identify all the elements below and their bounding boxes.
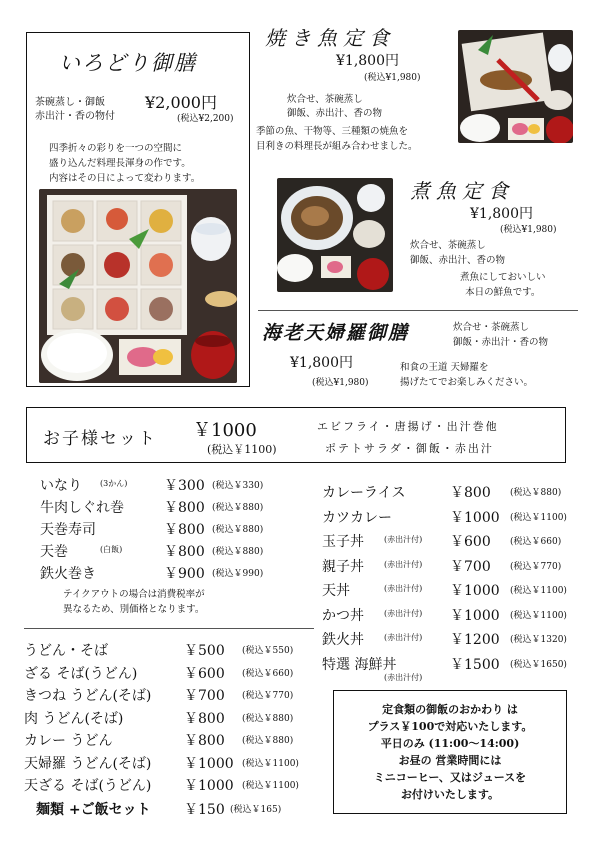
notice-panel	[333, 690, 567, 814]
sushi-item-price: ￥800	[164, 522, 205, 538]
rice-item-price: ￥1000	[450, 583, 500, 599]
rice-item-note: (赤出汁付)	[384, 608, 423, 618]
sushi-item-price: ￥800	[164, 500, 205, 516]
rice-item-tax: (税込￥1100)	[510, 610, 567, 621]
nizakana-desc: 煮魚にしておいしい 本日の鮮魚です。	[460, 272, 546, 298]
notice-line-6: お付けいたします。	[400, 788, 500, 801]
noodle-item-name: うどん・そば	[24, 643, 108, 659]
rice-item-note: (赤出汁付)	[384, 535, 423, 544]
noodle-set-name: 麺類 +ご飯セット	[36, 802, 151, 818]
noodle-item-name: 肉 うどん(そば)	[24, 710, 124, 727]
irodori-photo	[39, 189, 237, 383]
notice-line-4: お昼の 営業時間には	[398, 754, 502, 767]
sushi-item-tax: (税込￥330)	[212, 481, 264, 491]
noodle-set-row	[36, 799, 326, 819]
rice-item-row	[322, 482, 582, 507]
takeout-note: テイクアウトの場合は消費税率が 異なるため、別価格となります。	[63, 589, 205, 615]
nizakana-title: 煮魚定食	[410, 179, 514, 203]
yakizakana-items: 炊合せ、茶碗蒸し 御飯、赤出汁、香の物	[287, 94, 383, 119]
kids-items-1: エビフライ・唐揚げ・出汁巻他	[317, 420, 499, 433]
rice-item-note: (赤出汁付)	[384, 584, 423, 593]
sushi-item-row	[40, 475, 300, 497]
sushi-item-row	[40, 497, 300, 519]
rice-item-name: 玉子丼	[322, 534, 364, 550]
noodle-item-name: ざる そば(うどん)	[24, 665, 138, 682]
rice-item-price: ￥700	[450, 558, 491, 575]
notice-line-2: プラス￥100で対応いたします。	[367, 720, 533, 733]
noodle-item-price: ￥600	[184, 665, 225, 682]
noodle-item-tax: (税込￥1100)	[242, 758, 299, 769]
noodle-divider	[24, 628, 314, 629]
sushi-item-price: ￥300	[164, 478, 205, 494]
rice-item-name: かつ丼	[322, 607, 364, 624]
sushi-item-tax: (税込￥880)	[212, 503, 264, 513]
rice-item-row	[322, 605, 582, 630]
irodori-items: 茶碗蒸し・御飯 赤出汁・香の物付	[35, 97, 115, 122]
ebiten-title: 海老天婦羅御膳	[262, 322, 410, 344]
noodle-item-tax: (税込￥880)	[242, 736, 294, 746]
noodle-item-tax: (税込￥550)	[242, 646, 294, 656]
irodori-price: ¥2,000円	[145, 93, 217, 112]
ebiten-price: ¥1,800円	[290, 355, 353, 371]
sushi-item-name: 天巻寿司	[40, 522, 96, 538]
noodle-item-price: ￥1000	[184, 778, 234, 794]
yakizakana-tax: (税込¥1,980)	[364, 73, 421, 83]
kids-set-panel	[26, 407, 566, 463]
noodle-set-price: ￥150	[184, 802, 225, 818]
sushi-item-row	[40, 519, 300, 541]
rice-item-row	[322, 556, 582, 581]
rice-item-price: ￥1000	[450, 509, 500, 526]
sushi-item-name: 鉄火巻き	[40, 566, 96, 582]
rice-item-name: 特選 海鮮丼	[322, 656, 397, 673]
rice-item-price: ￥800	[450, 485, 491, 501]
yakizakana-title: 焼き魚定食	[265, 26, 395, 50]
rice-item-row	[322, 629, 582, 654]
nizakana-price: ¥1,800円	[470, 206, 533, 222]
kids-title: お子様セット	[43, 429, 157, 449]
rice-item-note: (赤出汁付)	[384, 559, 423, 569]
ebiten-items: 炊合せ・茶碗蒸し 御飯・赤出汁・香の物	[453, 322, 549, 348]
noodle-item-tax: (税込￥880)	[242, 713, 294, 724]
rice-item-note: (赤出汁付)	[384, 633, 423, 642]
rice-item-name: 鉄火丼	[322, 632, 364, 648]
notice-line-3: 平日のみ (11:00～14:00)	[380, 737, 520, 750]
sushi-item-tax: (税込￥880)	[212, 525, 264, 535]
sushi-item-row	[40, 541, 300, 563]
rice-item-name: カレーライス	[322, 485, 406, 501]
rice-item-tax: (税込￥1100)	[510, 512, 567, 523]
noodle-item-price: ￥500	[184, 643, 225, 659]
rice-item-tax: (税込￥1100)	[510, 586, 567, 596]
sushi-item-price: ￥800	[164, 544, 205, 560]
sushi-item-name: 牛肉しぐれ巻	[40, 500, 124, 516]
sushi-item-name: いなり	[40, 478, 82, 494]
notice-line-5: ミニコーヒー、又はジュースを	[373, 771, 527, 784]
rice-item-tax: (税込￥1650)	[510, 659, 567, 670]
noodle-item-row	[24, 663, 324, 686]
noodle-item-name: 天婦羅 うどん(そば)	[24, 755, 152, 772]
irodori-desc: 四季折々の彩りを一つの空間に 盛り込んだ料理長渾身の作です。 内容はその日によって変わります。	[49, 143, 201, 184]
rice-item-row	[322, 507, 582, 532]
yakizakana-price: ¥1,800円	[336, 53, 399, 69]
rice-item-row	[322, 531, 582, 556]
kids-tax: (税込￥1100)	[207, 443, 277, 456]
irodori-panel	[26, 32, 250, 387]
noodle-item-tax: (税込￥770)	[242, 691, 294, 701]
noodle-item-row	[24, 708, 324, 731]
noodle-item-name: 天ざる そば(うどん)	[24, 778, 152, 794]
sushi-item-note: (3かん)	[100, 479, 128, 488]
rice-item-price: ￥1500	[450, 656, 500, 673]
rice-item-name: 天丼	[322, 583, 350, 599]
noodle-item-row	[24, 685, 324, 708]
noodle-item-price: ￥1000	[184, 755, 234, 772]
sushi-item-name: 天巻	[40, 544, 68, 560]
noodle-item-row	[24, 640, 324, 663]
rice-item-tax: (税込￥880)	[510, 488, 562, 498]
ebiten-tax: (税込¥1,980)	[312, 378, 369, 388]
rice-item-note: (赤出汁付)	[384, 672, 423, 682]
noodle-item-row	[24, 730, 324, 753]
nizakana-tax: (税込¥1,980)	[500, 225, 557, 235]
rice-item-tax: (税込￥1320)	[510, 635, 567, 645]
yakizakana-desc: 季節の魚、干物等、三種類の焼魚を 目利きの料理長が組み合わせました。	[256, 126, 418, 152]
sushi-item-tax: (税込￥990)	[212, 569, 264, 579]
nizakana-items: 炊合せ、茶碗蒸し 御飯、赤出汁、香の物	[410, 240, 506, 266]
rice-item-tax: (税込￥770)	[510, 561, 562, 572]
rice-item-name: 親子丼	[322, 558, 364, 575]
rice-item-name: カツカレー	[322, 509, 392, 526]
section-divider	[258, 310, 578, 311]
sushi-item-note: (白飯)	[100, 545, 123, 554]
irodori-title: いろどり御膳	[59, 51, 197, 75]
noodle-item-price: ￥800	[184, 710, 225, 727]
rice-item-row	[322, 654, 582, 682]
noodle-item-price: ￥800	[184, 733, 225, 749]
rice-item-row	[322, 580, 582, 605]
nizakana-photo	[277, 178, 393, 292]
rice-item-price: ￥1000	[450, 607, 500, 624]
kids-price: ￥1000	[193, 420, 257, 441]
noodle-item-price: ￥700	[184, 688, 225, 704]
noodle-item-row	[24, 775, 324, 798]
kids-items-2: ポテトサラダ・御飯・赤出汁	[325, 442, 494, 455]
rice-item-price: ￥600	[450, 534, 491, 550]
sushi-item-tax: (税込￥880)	[212, 547, 264, 557]
noodle-item-name: カレー うどん	[24, 733, 113, 749]
noodle-item-name: きつね うどん(そば)	[24, 688, 152, 704]
noodle-item-row	[24, 753, 324, 776]
rice-item-tax: (税込￥660)	[510, 537, 562, 547]
rice-item-price: ￥1200	[450, 632, 500, 648]
noodle-item-tax: (税込￥660)	[242, 668, 294, 679]
sushi-item-row	[40, 563, 300, 585]
yakizakana-photo	[458, 30, 573, 143]
noodle-set-tax: (税込￥165)	[230, 805, 282, 815]
ebiten-desc: 和食の王道 天婦羅を 揚げたてでお楽しみください。	[400, 362, 534, 388]
sushi-item-price: ￥900	[164, 566, 205, 582]
noodle-item-tax: (税込￥1100)	[242, 781, 299, 791]
irodori-tax: (税込¥2,200)	[177, 114, 234, 124]
notice-line-1: 定食類の御飯のおかわり は	[382, 703, 518, 716]
